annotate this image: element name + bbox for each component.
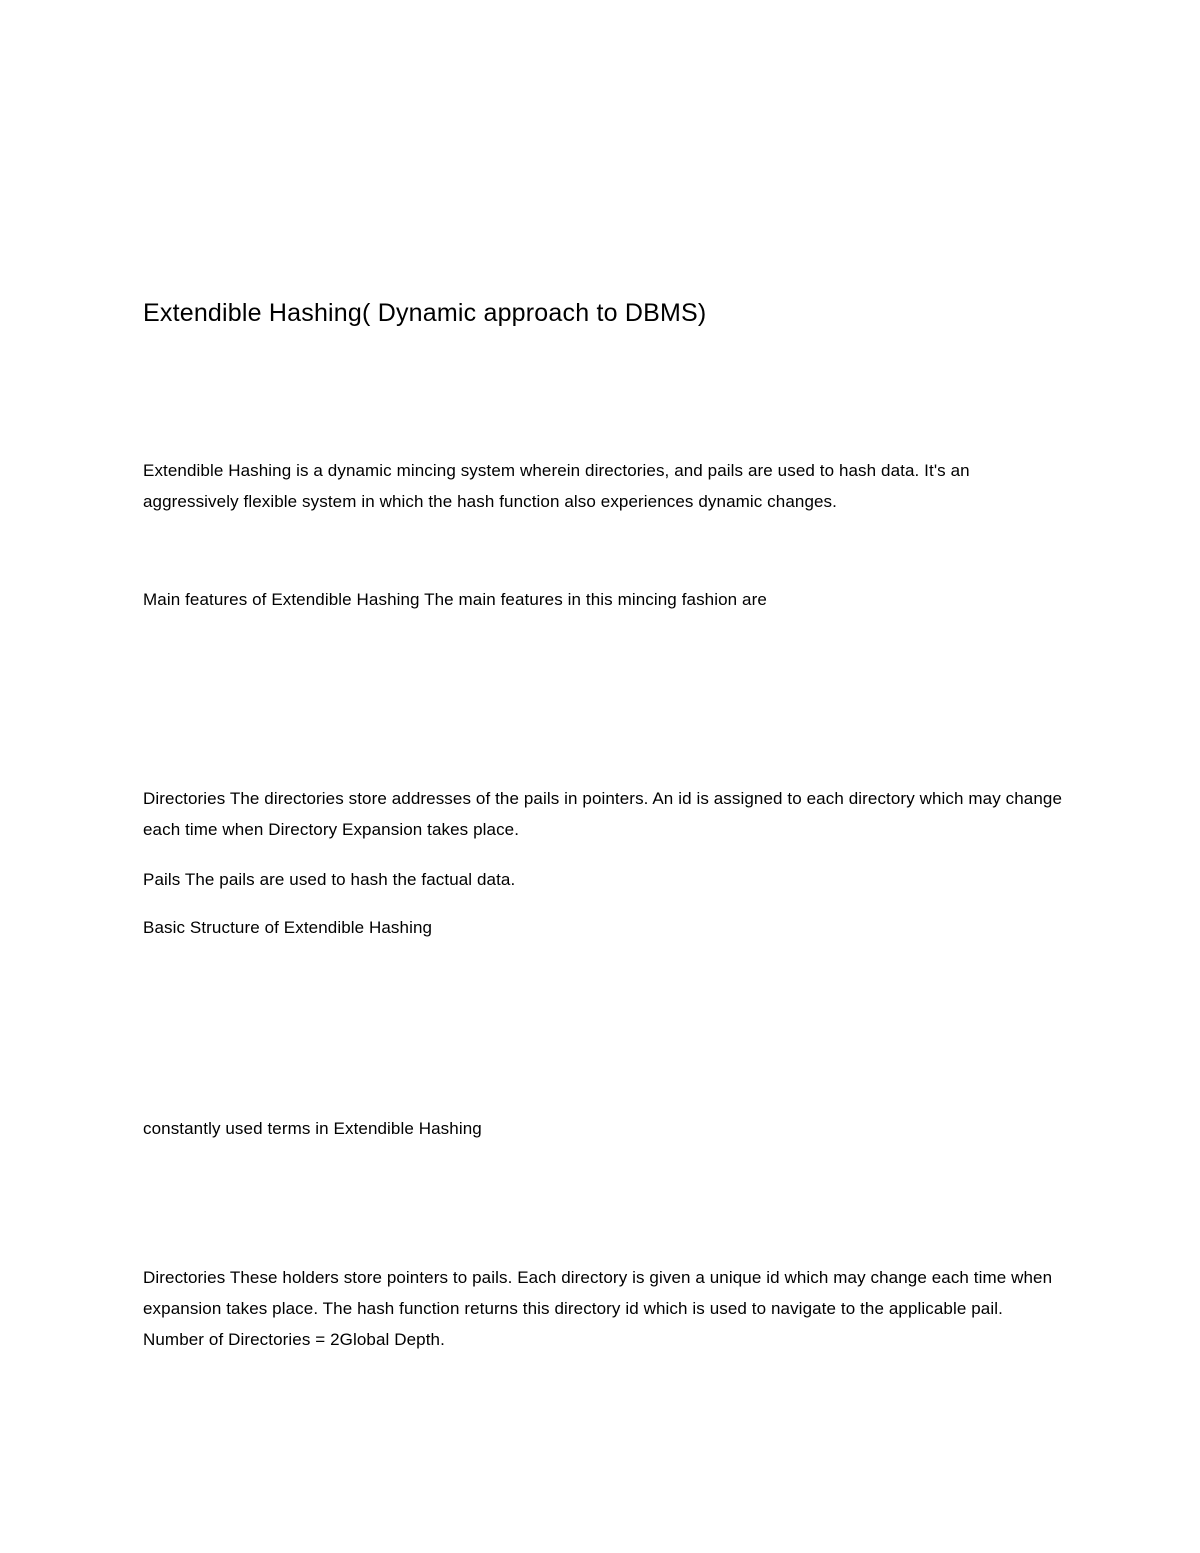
paragraph-intro: Extendible Hashing is a dynamic mincing system wherein directories, and pails are used to hash data. It's an aggressively flexible system in which the hash function also experiences dynamic changes. (143, 461, 970, 511)
paragraph-directories-definition: Directories These holders store pointers to pails. Each directory is given a unique id which may change each time when expansion takes place. The hash function returns this directory id which is used to navigate to the applicable pail. Number of Directories = 2Global Depth. (143, 1268, 1053, 1349)
paragraph-pails: Pails The pails are used to hash the factual data. (143, 870, 516, 889)
paragraph-terms: constantly used terms in Extendible Hashing (143, 1119, 482, 1138)
paragraph-basic-structure: Basic Structure of Extendible Hashing (143, 918, 433, 937)
paragraph-directories: Directories The directories store addresses of the pails in pointers. An id is assigned to each directory which may change each time when Directory Expansion takes place. (143, 789, 1063, 839)
document-title: Extendible Hashing( Dynamic approach to DBMS) (143, 299, 707, 327)
paragraph-main-features: Main features of Extendible Hashing The main features in this mincing fashion are (143, 590, 767, 609)
